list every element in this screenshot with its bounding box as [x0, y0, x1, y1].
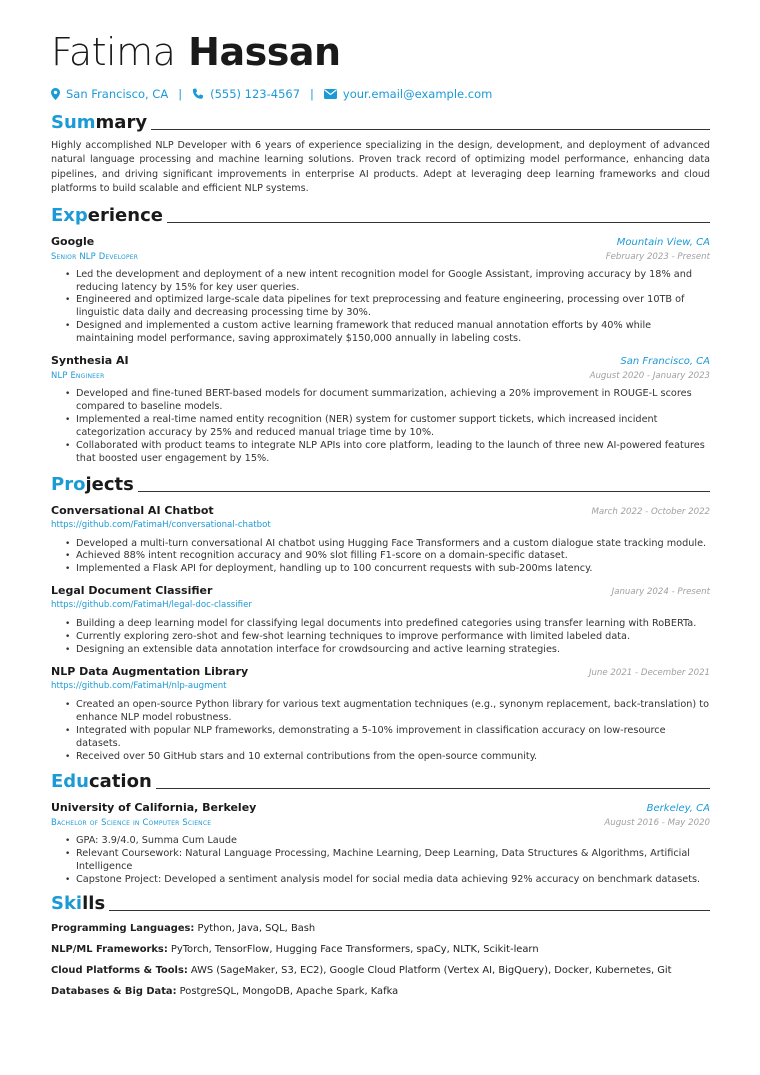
- education-dates: August 2016 - May 2020: [604, 818, 710, 829]
- skill-row: [51, 943, 710, 957]
- employer-name: Google: [51, 234, 95, 248]
- contact-phone[interactable]: [192, 87, 300, 101]
- map-marker-icon: [51, 88, 60, 100]
- skill-row: [51, 985, 710, 999]
- bullet-item: • Currently exploring zero-shot and few-shot learning techniques to improve performance with limited labeled data.: [76, 631, 710, 644]
- skill-value: PostgreSQL, MongoDB, Apache Spark, Kafka: [179, 986, 399, 998]
- experience-entry-google: [51, 234, 710, 346]
- section-divider: [138, 491, 710, 492]
- skill-value: AWS (SageMaker, S3, EC2), Google Cloud Platform (Vertex AI, BigQuery), Docker, Kubernetes, Git: [190, 965, 672, 977]
- bullet-item: • Building a deep learning model for classifying legal documents into predefined categories using transfer learning with RoBERTa.: [76, 618, 710, 631]
- school-location: Berkeley, CA: [646, 803, 710, 815]
- job-title: Senior NLP Developer: [51, 250, 139, 261]
- skill-label: Cloud Platforms & Tools:: [51, 965, 188, 977]
- first-name: Fatima: [51, 30, 176, 74]
- skill-value: PyTorch, TensorFlow, Hugging Face Transformers, spaCy, NLTK, Scikit-learn: [170, 944, 539, 956]
- summary-text: Highly accomplished NLP Developer with 6 years of experience specializing in the design, development, and deployment of advanced natural language processing and machine learning solutions. Proven track record of optimizing model performance, enhancing data pipelines, and driving significant improvements in enterprise AI products. Adept at leveraging deep learning frameworks and cloud platforms to build scalable and efficient NLP systems.: [51, 140, 710, 195]
- bullet-item: • Integrated with popular NLP frameworks, demonstrating a 5-10% improvement in classification accuracy on low-resource datasets.: [76, 725, 710, 751]
- skill-row: [51, 922, 710, 936]
- project-name: Legal Document Classifier: [51, 584, 213, 598]
- project-link[interactable]: https://github.com/FatimaH/conversational-chatbot: [51, 519, 271, 530]
- employer-name: Synthesia AI: [51, 354, 129, 368]
- project-entry-chatbot: [51, 503, 710, 577]
- bullet-item: • Relevant Coursework: Natural Language Processing, Machine Learning, Deep Learning, Data Structures & Algorithms, Artificial Intelligence: [76, 848, 710, 874]
- bullet-item: • GPA: 3.9/4.0, Summa Cum Laude: [76, 835, 710, 848]
- section-divider: [156, 788, 710, 789]
- summary-heading: Summary: [51, 110, 710, 134]
- last-name: Hassan: [188, 30, 341, 74]
- project-name: Conversational AI Chatbot: [51, 503, 214, 517]
- job-location: San Francisco, CA: [620, 356, 710, 368]
- school-name: University of California, Berkeley: [51, 801, 257, 815]
- contact-separator: |: [310, 87, 314, 101]
- bullet-item: • Developed and fine-tuned BERT-based models for document summarization, achieving a 20% improvement in ROUGE-L scores compared to baseline models.: [76, 388, 710, 414]
- bullet-item: • Implemented a Flask API for deployment, handling up to 100 concurrent requests with sub-200ms latency.: [76, 563, 710, 576]
- bullet-list: [51, 835, 710, 887]
- project-dates: June 2021 - December 2021: [588, 667, 710, 678]
- project-link[interactable]: https://github.com/FatimaH/nlp-augment: [51, 680, 227, 691]
- bullet-list: [51, 538, 710, 577]
- contact-separator: |: [178, 87, 183, 101]
- education-entry-berkeley: [51, 800, 710, 887]
- experience-heading: Experience: [51, 203, 710, 227]
- location-text: San Francisco, CA: [66, 87, 169, 101]
- education-heading: Education: [51, 769, 710, 793]
- job-dates: August 2020 - January 2023: [589, 371, 710, 382]
- contact-location: [51, 87, 168, 101]
- skill-label: Programming Languages:: [51, 923, 195, 935]
- projects-heading: Projects: [51, 472, 710, 496]
- job-dates: February 2023 - Present: [605, 251, 710, 262]
- bullet-item: • Developed a multi-turn conversational AI chatbot using Hugging Face Transformers and a custom dialogue state tracking module.: [76, 538, 710, 551]
- bullet-list: [51, 618, 710, 657]
- candidate-name: [51, 30, 710, 74]
- phone-text: (555) 123-4567: [210, 87, 301, 101]
- section-divider: [109, 910, 710, 911]
- bullet-item: • Received over 50 GitHub stars and 10 external contributions from the open-source community.: [76, 751, 710, 764]
- skills-heading: Skills: [51, 891, 710, 915]
- degree: Bachelor of Science in Computer Science: [51, 817, 212, 828]
- bullet-item: • Implemented a real-time named entity recognition (NER) system for customer support tickets, which increased incident categorization accuracy by 25% and reduced manual triage time by 10%.: [76, 414, 710, 440]
- envelope-icon: [324, 89, 337, 99]
- project-name: NLP Data Augmentation Library: [51, 664, 249, 678]
- bullet-item: • Capstone Project: Developed a sentiment analysis model for social media data achieving 92% accuracy on benchmark datasets.: [76, 874, 710, 887]
- project-entry-legal-classifier: [51, 583, 710, 657]
- project-entry-augmentation: [51, 664, 710, 764]
- phone-icon: [192, 88, 204, 100]
- bullet-item: • Led the development and deployment of a new intent recognition model for Google Assistant, improving accuracy by 18% and reducing latency by 15% for key user queries.: [76, 269, 710, 295]
- bullet-item: • Created an open-source Python library for various text augmentation techniques (e.g., synonym replacement, back-translation) to enhance NLP model robustness.: [76, 699, 710, 725]
- bullet-list: [51, 699, 710, 764]
- project-link[interactable]: https://github.com/FatimaH/legal-doc-classifier: [51, 600, 252, 611]
- job-title: NLP Engineer: [51, 370, 105, 381]
- skill-label: Databases & Big Data:: [51, 986, 177, 998]
- contact-bar: [51, 86, 710, 102]
- section-divider: [167, 222, 710, 223]
- project-dates: January 2024 - Present: [611, 587, 710, 598]
- contact-email[interactable]: [324, 87, 492, 101]
- job-location: Mountain View, CA: [616, 236, 710, 248]
- email-link: your.email@example.com: [342, 87, 493, 101]
- section-divider: [151, 129, 710, 130]
- bullet-item: • Achieved 88% intent recognition accuracy and 90% slot filling F1-score on a domain-specific dataset.: [76, 550, 710, 563]
- skill-row: [51, 964, 710, 978]
- bullet-item: • Designed and implemented a custom active learning framework that reduced manual annotation efforts by 40% while maintaining model performance, saving approximately $150,000 annually in labeling costs.: [76, 320, 710, 346]
- skill-label: NLP/ML Frameworks:: [51, 944, 168, 956]
- bullet-item: • Engineered and optimized large-scale data pipelines for text preprocessing and feature engineering, processing over 10TB of linguistic data daily and decreasing processing time by 30%.: [76, 294, 710, 320]
- bullet-item: • Collaborated with product teams to integrate NLP APIs into core platform, leading to the launch of three new AI-powered features that boosted user engagement by 15%.: [76, 440, 710, 466]
- skill-value: Python, Java, SQL, Bash: [197, 923, 316, 935]
- experience-entry-synthesia: [51, 353, 710, 465]
- project-dates: March 2022 - October 2022: [591, 506, 710, 517]
- bullet-item: • Designing an extensible data annotation interface for crowdsourcing and active learning strategies.: [76, 644, 710, 657]
- bullet-list: [51, 269, 710, 346]
- bullet-list: [51, 388, 710, 465]
